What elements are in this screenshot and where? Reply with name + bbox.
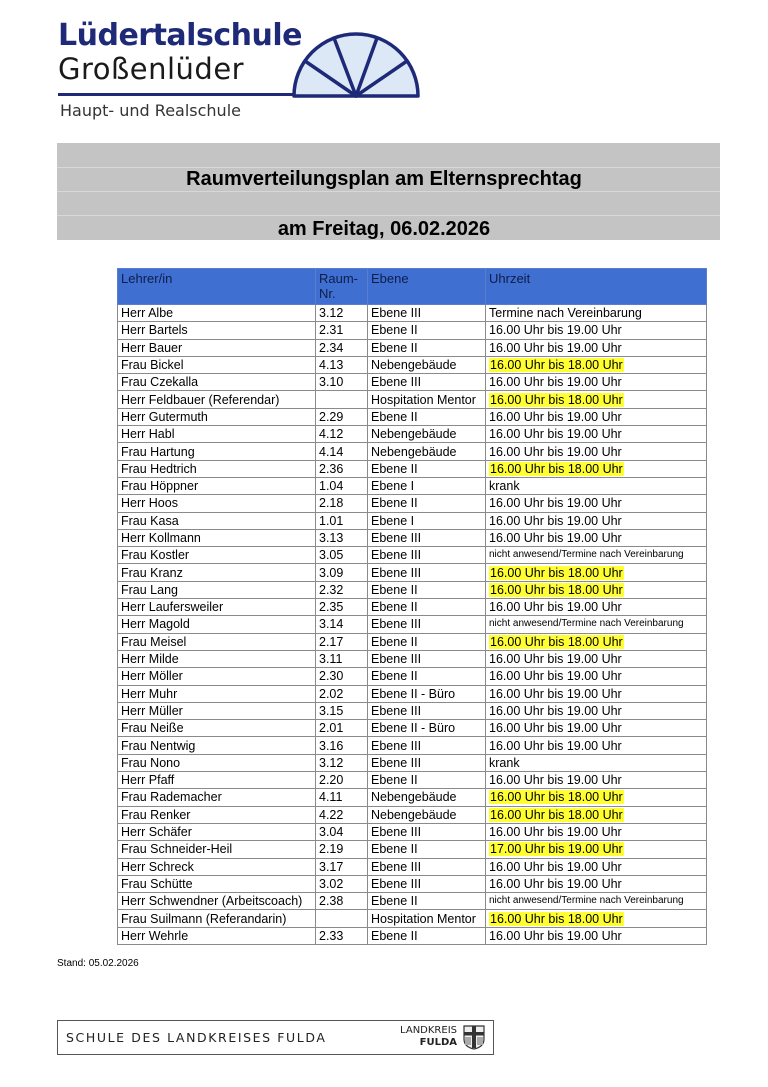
time-text: 16.00 Uhr bis 19.00 Uhr [489,876,622,891]
time-cell [486,650,707,667]
time-cell [486,910,707,927]
highlighted-time: 16.00 Uhr bis 18.00 Uhr [490,790,623,805]
logo-subtitle: Haupt- und Realschule [60,101,241,120]
level-cell: Ebene II [368,339,486,356]
teacher-cell: Herr Hoos [118,495,316,512]
time-cell [486,374,707,391]
room-cell: 4.13 [316,356,368,373]
time-text: krank [489,479,520,494]
table-row [118,789,707,806]
table-row [118,356,707,373]
time-text: 16.00 Uhr bis 19.00 Uhr [489,340,622,355]
time-cell [486,754,707,771]
room-cell: 3.14 [316,616,368,633]
level-cell: Ebene II [368,633,486,650]
time-cell [486,564,707,581]
time-cell [486,685,707,702]
room-cell: 2.35 [316,599,368,616]
time-text: 16.00 Uhr bis 19.00 Uhr [489,859,622,874]
room-cell: 4.22 [316,806,368,823]
table-row [118,547,707,564]
room-cell: 2.32 [316,581,368,598]
room-cell: 2.18 [316,495,368,512]
level-cell: Nebengebäude [368,789,486,806]
level-cell: Ebene III [368,529,486,546]
footer-fulda-label: FULDA [419,1037,457,1048]
time-cell [486,460,707,477]
level-cell: Nebengebäude [368,443,486,460]
level-cell: Ebene III [368,374,486,391]
level-cell: Nebengebäude [368,806,486,823]
teacher-cell: Frau Schneider-Heil [118,841,316,858]
room-cell: 2.19 [316,841,368,858]
band-stripe [57,191,720,192]
time-cell [486,858,707,875]
table-row [118,599,707,616]
room-cell: 3.04 [316,823,368,840]
level-cell: Ebene II [368,408,486,425]
table-row [118,910,707,927]
level-cell: Ebene III [368,650,486,667]
highlighted-time: 16.00 Uhr bis 18.00 Uhr [490,911,623,926]
time-cell [486,720,707,737]
time-cell [486,893,707,910]
time-cell [486,702,707,719]
table-row [118,529,707,546]
time-cell [486,737,707,754]
time-text: 16.00 Uhr bis 19.00 Uhr [489,721,622,736]
teacher-cell: Herr Feldbauer (Referendar) [118,391,316,408]
room-cell [316,910,368,927]
table-row [118,339,707,356]
level-cell: Hospitation Mentor [368,910,486,927]
table-row [118,823,707,840]
level-cell: Ebene II [368,460,486,477]
table-row [118,374,707,391]
teacher-cell: Herr Müller [118,702,316,719]
footer-landkreis-label: LANDKREIS [400,1025,457,1036]
teacher-cell: Herr Schreck [118,858,316,875]
teacher-cell: Frau Meisel [118,633,316,650]
teacher-cell: Herr Laufersweiler [118,599,316,616]
time-text: 16.00 Uhr bis 19.00 Uhr [489,496,622,511]
teacher-cell: Frau Schütte [118,875,316,892]
table-row [118,668,707,685]
time-cell [486,875,707,892]
time-cell [486,339,707,356]
room-cell: 3.12 [316,754,368,771]
header-room-line1: Raum- [319,271,359,286]
time-text: 16.00 Uhr bis 19.00 Uhr [489,703,622,718]
level-cell: Ebene II - Büro [368,720,486,737]
level-cell: Ebene III [368,305,486,322]
level-cell: Ebene I [368,512,486,529]
time-cell [486,477,707,494]
teacher-cell: Herr Pfaff [118,772,316,789]
time-cell [486,599,707,616]
time-text: 16.00 Uhr bis 19.00 Uhr [489,513,622,528]
table-row [118,841,707,858]
room-cell: 3.11 [316,650,368,667]
highlighted-time: 16.00 Uhr bis 18.00 Uhr [490,807,623,822]
page-subtitle-date: am Freitag, 06.02.2026 [277,218,491,240]
table-row [118,564,707,581]
half-wheel-icon [291,31,421,99]
teacher-cell: Frau Hedtrich [118,460,316,477]
table-row [118,893,707,910]
room-cell: 3.05 [316,547,368,564]
highlighted-time: 16.00 Uhr bis 18.00 Uhr [490,634,623,649]
table-row [118,477,707,494]
time-text: 16.00 Uhr bis 19.00 Uhr [489,375,622,390]
teacher-cell: Frau Lang [118,581,316,598]
room-cell: 2.17 [316,633,368,650]
footer-box [57,1020,494,1055]
teacher-cell: Herr Wehrle [118,927,316,944]
table-row [118,633,707,650]
table-row [118,927,707,944]
header-room-line2: Nr. [319,286,336,301]
time-cell [486,495,707,512]
teacher-cell: Herr Gutermuth [118,408,316,425]
teacher-cell: Frau Nono [118,754,316,771]
teacher-cell: Herr Habl [118,426,316,443]
time-text: 16.00 Uhr bis 19.00 Uhr [489,669,622,684]
header-teacher: Lehrer/in [118,269,316,305]
level-cell: Nebengebäude [368,426,486,443]
time-text: 16.00 Uhr bis 19.00 Uhr [489,773,622,788]
time-cell [486,927,707,944]
highlighted-time: 16.00 Uhr bis 18.00 Uhr [490,392,623,407]
level-cell: Ebene III [368,564,486,581]
time-cell [486,581,707,598]
time-text: 16.00 Uhr bis 19.00 Uhr [489,600,622,615]
highlighted-time: 17.00 Uhr bis 19.00 Uhr [490,842,623,857]
table-row [118,772,707,789]
table-row [118,443,707,460]
teacher-cell: Herr Milde [118,650,316,667]
table-row [118,322,707,339]
room-cell: 2.36 [316,460,368,477]
coat-of-arms-icon [463,1025,485,1050]
level-cell: Ebene II - Büro [368,685,486,702]
table-row [118,702,707,719]
room-cell: 1.04 [316,477,368,494]
time-text: 16.00 Uhr bis 19.00 Uhr [489,531,622,545]
room-cell: 3.16 [316,737,368,754]
table-row [118,616,707,633]
time-cell [486,668,707,685]
highlighted-time: 16.00 Uhr bis 18.00 Uhr [490,461,623,476]
teacher-cell: Frau Nentwig [118,737,316,754]
teacher-cell: Frau Czekalla [118,374,316,391]
room-cell: 3.15 [316,702,368,719]
room-cell: 3.02 [316,875,368,892]
table-row [118,858,707,875]
time-text: krank [489,755,520,770]
teacher-cell: Herr Albe [118,305,316,322]
table-row [118,685,707,702]
room-cell: 3.12 [316,305,368,322]
room-cell: 2.33 [316,927,368,944]
time-text: 16.00 Uhr bis 19.00 Uhr [489,427,622,442]
logo-school-name: Lüdertalschule [58,18,302,53]
table-row [118,650,707,667]
room-cell: 3.13 [316,529,368,546]
time-cell [486,633,707,650]
table-row [118,581,707,598]
footer-school-label: SCHULE DES LANDKREISES FULDA [66,1030,327,1045]
teacher-cell: Herr Bartels [118,322,316,339]
header-time: Uhrzeit [486,269,707,305]
highlighted-time: 16.00 Uhr bis 18.00 Uhr [490,358,623,373]
level-cell: Ebene II [368,495,486,512]
teacher-cell: Frau Suilmann (Referandarin) [118,910,316,927]
teacher-cell: Herr Schäfer [118,823,316,840]
level-cell: Ebene II [368,772,486,789]
time-text: 16.00 Uhr bis 19.00 Uhr [489,738,622,753]
room-cell: 3.10 [316,374,368,391]
time-cell [486,426,707,443]
time-cell [486,841,707,858]
level-cell: Ebene III [368,547,486,564]
teacher-cell: Frau Kasa [118,512,316,529]
table-row [118,806,707,823]
time-cell [486,529,707,546]
time-cell [486,789,707,806]
teacher-cell: Herr Möller [118,668,316,685]
level-cell: Ebene III [368,823,486,840]
table-row [118,460,707,477]
time-cell [486,806,707,823]
header-room [316,269,368,305]
level-cell: Ebene II [368,841,486,858]
time-cell [486,512,707,529]
teacher-cell: Frau Renker [118,806,316,823]
level-cell: Ebene III [368,754,486,771]
time-text: 16.00 Uhr bis 19.00 Uhr [489,928,622,943]
time-cell [486,322,707,339]
table-row [118,495,707,512]
time-cell [486,547,707,564]
time-text: 16.00 Uhr bis 19.00 Uhr [489,409,622,424]
room-cell: 1.01 [316,512,368,529]
room-cell [316,391,368,408]
time-cell [486,823,707,840]
teacher-cell: Herr Kollmann [118,529,316,546]
teacher-cell: Frau Kranz [118,564,316,581]
time-cell [486,391,707,408]
table-row [118,391,707,408]
time-cell [486,408,707,425]
level-cell: Ebene III [368,858,486,875]
page-title: Raumverteilungsplan am Elternsprechtag [186,168,582,190]
time-text: 16.00 Uhr bis 19.00 Uhr [489,686,622,701]
stand-date: Stand: 05.02.2026 [57,958,139,969]
time-cell [486,443,707,460]
level-cell: Ebene II [368,581,486,598]
time-text: Termine nach Vereinbarung [489,306,642,321]
room-cell: 4.12 [316,426,368,443]
level-cell: Ebene II [368,927,486,944]
room-plan-table [117,268,707,945]
room-cell: 2.29 [316,408,368,425]
level-cell: Nebengebäude [368,356,486,373]
teacher-cell: Herr Magold [118,616,316,633]
table-row [118,737,707,754]
teacher-cell: Frau Hartung [118,443,316,460]
teacher-cell: Herr Muhr [118,685,316,702]
table-row [118,305,707,322]
room-cell: 3.17 [316,858,368,875]
time-text: 16.00 Uhr bis 19.00 Uhr [489,825,622,840]
highlighted-time: 16.00 Uhr bis 18.00 Uhr [490,565,623,580]
level-cell: Ebene I [368,477,486,494]
room-cell: 2.20 [316,772,368,789]
time-cell [486,356,707,373]
level-cell: Ebene III [368,737,486,754]
room-cell: 2.34 [316,339,368,356]
room-cell: 4.14 [316,443,368,460]
time-text: nicht anwesend/Termine nach Vereinbarung [489,549,684,561]
time-text: 16.00 Uhr bis 19.00 Uhr [489,652,622,667]
table-row [118,408,707,425]
time-text: nicht anwesend/Termine nach Vereinbarung [489,895,684,907]
header-level: Ebene [368,269,486,305]
room-cell: 2.02 [316,685,368,702]
time-text: nicht anwesend/Termine nach Vereinbarung [489,618,684,630]
teacher-cell: Frau Rademacher [118,789,316,806]
room-cell: 2.31 [316,322,368,339]
level-cell: Hospitation Mentor [368,391,486,408]
level-cell: Ebene II [368,322,486,339]
level-cell: Ebene III [368,616,486,633]
highlighted-time: 16.00 Uhr bis 18.00 Uhr [490,582,623,597]
time-cell [486,772,707,789]
teacher-cell: Frau Kostler [118,547,316,564]
table-row [118,512,707,529]
level-cell: Ebene III [368,702,486,719]
logo-town-name: Großenlüder [58,52,245,86]
time-text: 16.00 Uhr bis 19.00 Uhr [489,444,622,459]
band-stripe [57,215,720,216]
teacher-cell: Frau Bickel [118,356,316,373]
table-header-row [118,269,707,305]
level-cell: Ebene II [368,599,486,616]
table-row [118,875,707,892]
room-cell: 3.09 [316,564,368,581]
table-body [118,305,707,945]
time-cell [486,616,707,633]
room-cell: 2.38 [316,893,368,910]
table-row [118,720,707,737]
table-row [118,426,707,443]
teacher-cell: Frau Neiße [118,720,316,737]
level-cell: Ebene III [368,875,486,892]
level-cell: Ebene II [368,893,486,910]
teacher-cell: Herr Schwendner (Arbeitscoach) [118,893,316,910]
school-logo [58,18,438,128]
time-cell [486,305,707,322]
room-cell: 2.30 [316,668,368,685]
room-cell: 2.01 [316,720,368,737]
room-cell: 4.11 [316,789,368,806]
teacher-cell: Herr Bauer [118,339,316,356]
table-row [118,754,707,771]
level-cell: Ebene II [368,668,486,685]
time-text: 16.00 Uhr bis 19.00 Uhr [489,323,622,338]
teacher-cell: Frau Höppner [118,477,316,494]
